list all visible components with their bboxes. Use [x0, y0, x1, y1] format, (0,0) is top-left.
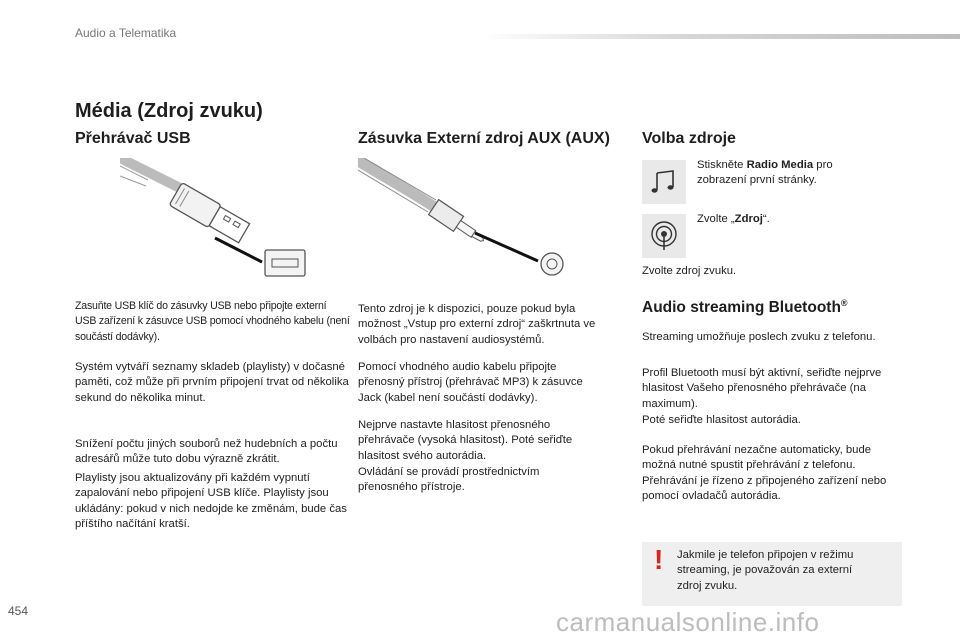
- warning-icon: !: [654, 544, 664, 575]
- warning-text: Jakmile je telefon připojen v režimu streaming, je považován za externí zdroj zvuku.: [677, 549, 854, 592]
- usb-paragraph-1: Zasuňte USB klíč do zásuvky USB nebo připojte externí USB zařízení k zásuvce USB pomocí vhodného kabelu (není součástí dodávky).: [75, 300, 350, 343]
- aux-paragraph-2: Pomocí vhodného audio kabelu připojte přenosný přístroj (přehrávač MP3) k zásuvce Jack (kabel není součástí dodávky).: [358, 361, 583, 404]
- aux-paragraph-3: Nejprve nastavte hlasitost přenosného přehrávače (vysoká hlasitost). Poté seřiďte hlasitost svého autorádia.: [358, 419, 573, 462]
- aux-title: Zásuvka Externí zdroj AUX (AUX): [358, 130, 610, 147]
- bt-paragraph-1: Streaming umožňuje poslech zvuku z telefonu.: [642, 331, 876, 343]
- radio-signal-icon: [648, 220, 680, 252]
- source-step-1: Stiskněte Radio Media pro zobrazení první stránky.: [697, 159, 833, 187]
- watermark: carmanualsonline.info: [556, 607, 820, 637]
- header-bar: [480, 34, 960, 39]
- bt-paragraph-3: Poté seřiďte hlasitost autorádia.: [642, 414, 801, 426]
- page-title: Média (Zdroj zvuku): [75, 100, 263, 122]
- source-step-2: Zvolte „Zdroj“.: [697, 213, 770, 225]
- jack-plug-icon: [358, 158, 573, 278]
- music-note-icon: [649, 167, 679, 197]
- usb-paragraph-3: Snížení počtu jiných souborů než hudebních a počtu adresářů může tuto dobu výrazně zkrátit.: [75, 438, 338, 466]
- aux-paragraph-4: Ovládání se provádí prostřednictvím přenosného přístroje.: [358, 466, 540, 494]
- bt-title: Audio streaming Bluetooth®: [642, 298, 848, 317]
- music-button[interactable]: [642, 160, 686, 204]
- usb-paragraph-2: Systém vytváří seznamy skladeb (playlisty) v dočasné paměti, což může při prvním připojení trvat od několika sekund do několika minut.: [75, 361, 349, 404]
- usb-paragraph-4: Playlisty jsou aktualizovány při každém vypnutí zapalování nebo připojení USB klíče. Playlisty jsou ukládány: pokud v nich nedojde ke změnám, bude čas příštího načítání kratší.: [75, 472, 347, 531]
- bt-paragraph-4: Pokud přehrávání nezačne automaticky, bude možná nutné spustit přehrávání z telefonu. Přehrávání je řízeno z připojeného zařízení nebo pomocí ovladačů autorádia.: [642, 444, 887, 503]
- source-title: Volba zdroje: [642, 130, 736, 147]
- source-button[interactable]: [642, 214, 686, 258]
- aux-paragraph-1: Tento zdroj je k dispozici, pouze pokud byla možnost „Vstup pro externí zdroj“ zaškrtnuta ve volbách pro nastavení audiosystémů.: [358, 303, 596, 346]
- bt-paragraph-2: Profil Bluetooth musí být aktivní, seřiďte nejprve hlasitost Vašeho přenosného přehrávače (na maximum).: [642, 367, 882, 410]
- source-step-3: Zvolte zdroj zvuku.: [642, 265, 737, 277]
- page-number: 454: [8, 604, 29, 618]
- header-section: Audio a Telematika: [75, 26, 177, 40]
- usb-plug-icon: [120, 158, 320, 283]
- usb-title: Přehrávač USB: [75, 130, 191, 147]
